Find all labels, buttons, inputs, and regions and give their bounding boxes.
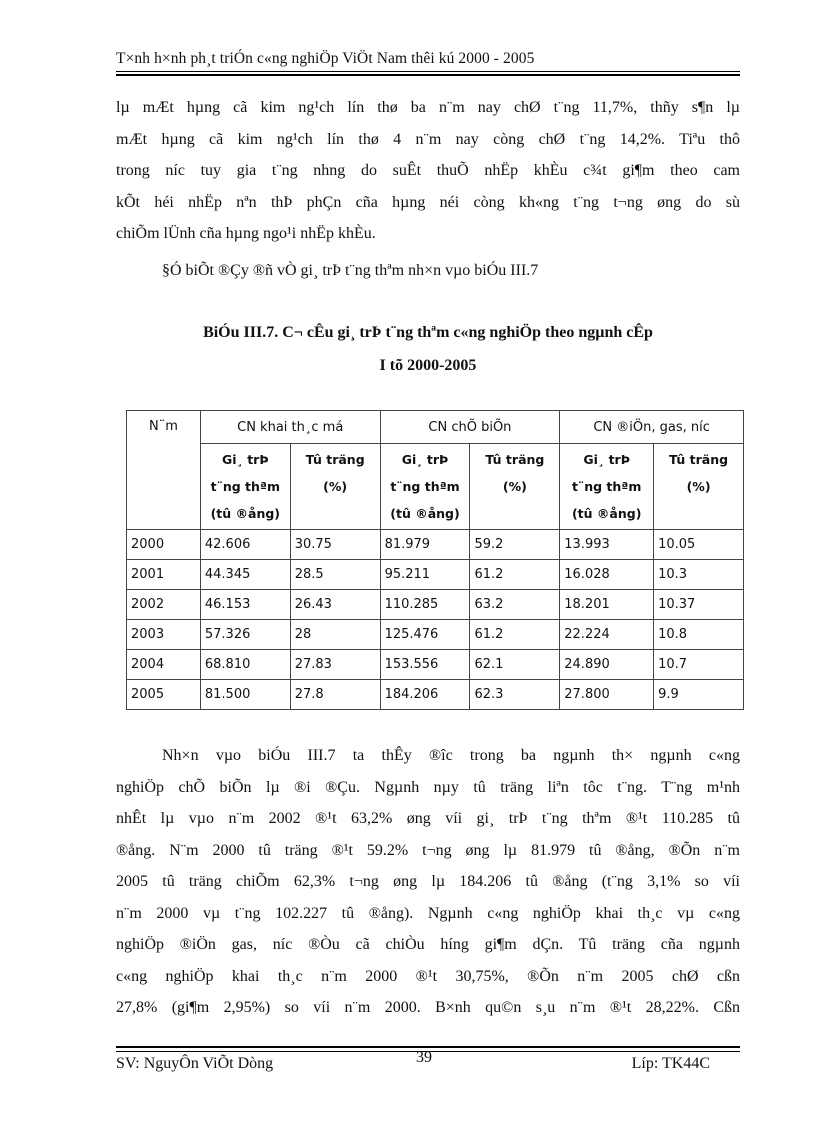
caption-line-1: BiÓu III.7. C¬ cÊu gi¸ trÞ t¨ng thªm c«ng nghiÖp theo ngµnh cÊp — [203, 324, 653, 341]
table-cell: 10.3 — [654, 560, 744, 590]
sub-header-value: Gi¸ trÞ t¨ng thªm (tû ®ång) — [200, 444, 290, 530]
header-rule-thick — [116, 74, 740, 76]
footer-class: Líp: TK44C — [631, 1055, 710, 1072]
page-number: 39 — [416, 1049, 432, 1066]
sub-header-value: Gi¸ trÞ t¨ng thªm (tû ®ång) — [380, 444, 470, 530]
text-line: §Ó biÕt ®Çy ®ñ vÒ gi¸ trÞ t¨ng thªm nh×n vµo biÓu III.7 — [162, 262, 539, 279]
footer-student: SV: NguyÔn ViÕt Dòng — [116, 1055, 274, 1072]
table-caption — [116, 316, 740, 382]
footer-rule-thick — [116, 1046, 740, 1048]
table-cell: 13.993 — [560, 530, 654, 560]
table-cell: 27.8 — [290, 680, 380, 710]
table-cell: 28.5 — [290, 560, 380, 590]
text-line: 27,8% (gi¶m 2,95%) so víi n¨m 2000. B×nh qu©n s¸u n¨m ®¹t 28,22%. Cßn — [116, 999, 740, 1016]
table-cell: 61.2 — [470, 620, 560, 650]
table-cell: 68.810 — [200, 650, 290, 680]
table-row — [127, 620, 744, 650]
table-cell: 2001 — [127, 560, 201, 590]
table-cell: 27.800 — [560, 680, 654, 710]
table-cell: 2002 — [127, 590, 201, 620]
text-line: kÕt héi nhËp nªn thÞ phÇn cña hµng néi còng kh«ng t¨ng t¬ng øng do sù — [116, 193, 740, 211]
table-cell: 42.606 — [200, 530, 290, 560]
text-line: c«ng nghiÖp khai th¸c n¨m 2000 ®¹t 30,75%, ®Õn n¨m 2005 chØ cßn — [116, 967, 740, 985]
table-cell: 10.8 — [654, 620, 744, 650]
group-header-processing: CN chÕ biÕn — [380, 411, 560, 444]
table-cell: 44.345 — [200, 560, 290, 590]
text-line: nghiÖp chÕ biÕn lµ ®i ®Çu. Ngµnh nµy tû träng liªn tôc t¨ng. T¨ng m¹nh — [116, 778, 740, 796]
text-line: 2005 tû träng chiÕm 62,3% t¬ng øng lµ 184.206 tû ®ång (t¨ng 3,1% so víi — [116, 873, 740, 890]
table-cell: 153.556 — [380, 650, 470, 680]
table-cell: 16.028 — [560, 560, 654, 590]
group-header-mining: CN khai th¸c má — [200, 411, 380, 444]
text-line: nhÊt lµ vµo n¨m 2002 ®¹t 63,2% øng víi gi¸ trÞ t¨ng thªm ®¹t 110.285 tû — [116, 810, 740, 827]
paragraph-3 — [116, 740, 740, 1024]
table-cell: 24.890 — [560, 650, 654, 680]
table-row — [127, 530, 744, 560]
text-line: nghiÖp ®iÖn gas, níc ®Òu cã chiÒu híng gi¶m dÇn. Tû träng cña ngµnh — [116, 936, 740, 953]
table-cell: 81.979 — [380, 530, 470, 560]
text-line: ®ång. N¨m 2000 tû träng ®¹t 59.2% t¬ng øng lµ 81.979 tû ®ång, ®Õn n¨m — [116, 841, 740, 859]
table-cell: 62.3 — [470, 680, 560, 710]
table-cell: 59.2 — [470, 530, 560, 560]
running-header: T×nh h×nh ph¸t triÓn c«ng nghiÖp ViÖt Nam thêi kú 2000 - 2005 — [116, 50, 535, 67]
table-cell: 9.9 — [654, 680, 744, 710]
year-header: N¨m — [127, 411, 201, 530]
paragraph-2 — [116, 255, 740, 287]
table-row — [127, 590, 744, 620]
table-cell: 2005 — [127, 680, 201, 710]
table-cell: 26.43 — [290, 590, 380, 620]
sub-header-share: Tû träng (%) — [470, 444, 560, 530]
table-row — [127, 650, 744, 680]
data-table — [126, 410, 744, 710]
table-cell: 10.05 — [654, 530, 744, 560]
table-cell: 46.153 — [200, 590, 290, 620]
table-cell: 2003 — [127, 620, 201, 650]
sub-header-value: Gi¸ trÞ t¨ng thªm (tû ®ång) — [560, 444, 654, 530]
table-cell: 61.2 — [470, 560, 560, 590]
text-line: Nh×n vµo biÓu III.7 ta thÊy ®îc trong ba ngµnh th× ngµnh c«ng — [162, 747, 740, 764]
text-line: mÆt hµng cã kim ng¹ch lín thø 4 n¨m nay còng chØ t¨ng 14,2%. Tiªu thô — [116, 130, 740, 148]
table-cell: 63.2 — [470, 590, 560, 620]
table-cell: 27.83 — [290, 650, 380, 680]
table-cell: 10.7 — [654, 650, 744, 680]
sub-header-share: Tû träng (%) — [654, 444, 744, 530]
paragraph-1 — [116, 92, 740, 250]
table-cell: 95.211 — [380, 560, 470, 590]
table-cell: 10.37 — [654, 590, 744, 620]
header-rule-thin — [116, 71, 740, 72]
table-cell: 18.201 — [560, 590, 654, 620]
table-cell: 125.476 — [380, 620, 470, 650]
table-cell: 22.224 — [560, 620, 654, 650]
table-cell: 57.326 — [200, 620, 290, 650]
table-row — [127, 680, 744, 710]
table-cell: 30.75 — [290, 530, 380, 560]
text-line: n¨m 2000 vµ t¨ng 102.227 tû ®ång). Ngµnh c«ng nghiÖp khai th¸c vµ c«ng — [116, 904, 740, 922]
table-cell: 81.500 — [200, 680, 290, 710]
text-line: chiÕm lÜnh cña hµng ngo¹i nhËp khÈu. — [116, 225, 376, 242]
group-header-utilities: CN ®iÖn, gas, níc — [560, 411, 744, 444]
table-cell: 28 — [290, 620, 380, 650]
table-cell: 2004 — [127, 650, 201, 680]
table-cell: 110.285 — [380, 590, 470, 620]
sub-header-share: Tû träng (%) — [290, 444, 380, 530]
text-line: lµ mÆt hµng cã kim ng¹ch lín thø ba n¨m nay chØ t¨ng 11,7%, thñy s¶n lµ — [116, 99, 740, 116]
table-cell: 2000 — [127, 530, 201, 560]
table-cell: 62.1 — [470, 650, 560, 680]
table-row — [127, 560, 744, 590]
caption-line-2: I tõ 2000-2005 — [379, 357, 477, 374]
text-line: trong níc tuy gia t¨ng nhng do suÊt thuÕ nhËp khÈu c¾t gi¶m theo cam — [116, 162, 740, 179]
table-cell: 184.206 — [380, 680, 470, 710]
